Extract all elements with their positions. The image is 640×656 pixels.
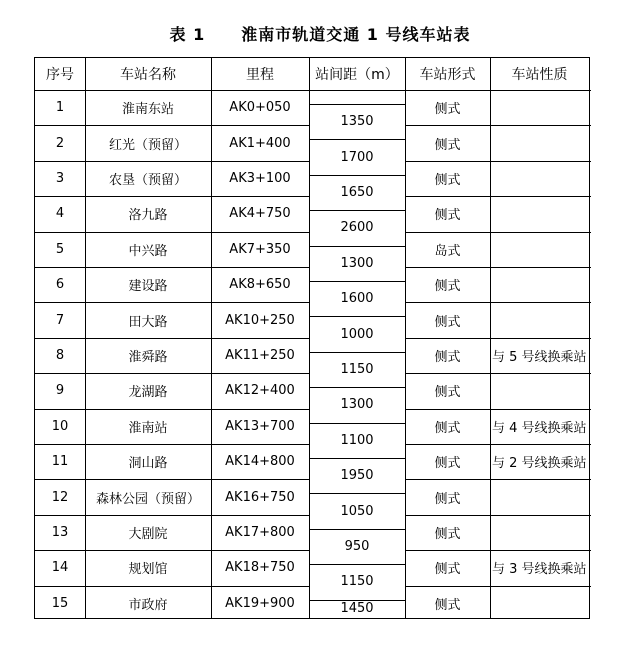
station-mileage: AK18+750 — [225, 560, 295, 576]
station-distance: 1450 — [340, 601, 374, 617]
station-nature — [490, 302, 589, 337]
station-name: 市政府 — [128, 597, 168, 613]
station-nature: 与 3 号线换乘站 — [492, 562, 587, 578]
station-nature — [490, 90, 589, 125]
station-form: 侧式 — [434, 279, 461, 295]
station-form: 侧式 — [434, 208, 461, 224]
station-index: 8 — [55, 347, 65, 363]
station-form: 侧式 — [434, 102, 461, 118]
station-mileage: AK10+250 — [225, 312, 295, 328]
station-form: 侧式 — [434, 314, 461, 330]
station-distance: 1700 — [340, 149, 374, 165]
header-station-form: 车站形式 — [419, 67, 476, 83]
station-form: 侧式 — [434, 349, 461, 365]
station-nature — [490, 479, 589, 514]
station-nature — [490, 196, 589, 231]
station-distance: 1650 — [340, 184, 374, 200]
header-mileage: 里程 — [246, 67, 274, 83]
station-mileage: AK0+050 — [229, 100, 291, 116]
station-index: 4 — [55, 206, 65, 222]
station-name: 淮南站 — [128, 420, 168, 436]
station-name: 龙湖路 — [128, 385, 168, 401]
station-distance: 1100 — [340, 432, 374, 448]
station-form: 侧式 — [434, 597, 461, 613]
header-station-name: 车站名称 — [120, 67, 176, 83]
station-name: 大剧院 — [128, 526, 168, 542]
station-index: 13 — [51, 524, 69, 540]
station-name: 建设路 — [128, 279, 168, 295]
station-form: 岛式 — [434, 243, 461, 259]
header-distance: 站间距（m） — [315, 67, 399, 83]
table-caption: 淮南市轨道交通 1 号线车站表 — [241, 25, 471, 44]
station-name: 淮南东站 — [121, 102, 174, 118]
table-title — [0, 22, 640, 45]
station-mileage: AK4+750 — [229, 206, 291, 222]
station-name: 中兴路 — [128, 243, 168, 259]
station-nature — [490, 586, 589, 621]
station-distance: 1300 — [340, 255, 374, 271]
station-index: 6 — [55, 277, 65, 293]
station-name: 洛九路 — [128, 208, 168, 224]
station-name: 森林公园（预留） — [95, 491, 200, 507]
station-table — [34, 57, 590, 619]
station-distance: 1950 — [340, 468, 374, 484]
station-index: 1 — [55, 100, 65, 116]
station-form: 侧式 — [434, 420, 461, 436]
station-index: 15 — [51, 595, 69, 611]
station-index: 9 — [55, 383, 65, 399]
station-nature — [490, 161, 589, 196]
station-mileage: AK13+700 — [225, 418, 295, 434]
station-name: 农垦（预留） — [108, 172, 187, 188]
station-nature — [490, 267, 589, 302]
station-distance: 1150 — [340, 361, 374, 377]
station-index: 7 — [55, 312, 65, 328]
station-nature: 与 2 号线换乘站 — [492, 456, 587, 472]
station-distance: 1600 — [340, 291, 374, 307]
station-mileage: AK16+750 — [225, 489, 295, 505]
station-form: 侧式 — [434, 526, 461, 542]
station-mileage: AK11+250 — [225, 347, 295, 363]
station-distance: 1000 — [340, 326, 374, 342]
header-station-nature: 车站性质 — [511, 67, 568, 83]
station-nature: 与 4 号线换乘站 — [492, 420, 587, 436]
station-mileage: AK3+100 — [229, 170, 291, 186]
station-form: 侧式 — [434, 491, 461, 507]
station-name: 淮舜路 — [128, 349, 168, 365]
station-nature: 与 5 号线换乘站 — [492, 349, 587, 365]
station-distance: 1050 — [340, 503, 374, 519]
station-index: 14 — [51, 560, 69, 576]
station-mileage: AK19+900 — [225, 595, 295, 611]
station-mileage: AK14+800 — [225, 454, 295, 470]
station-nature — [490, 125, 589, 160]
station-nature — [490, 515, 589, 550]
station-mileage: AK7+350 — [229, 241, 291, 257]
station-index: 5 — [55, 241, 65, 257]
station-index: 11 — [51, 454, 69, 470]
station-mileage: AK1+400 — [229, 135, 291, 151]
station-distance: 1350 — [340, 114, 374, 130]
station-distance: 1300 — [340, 397, 374, 413]
station-distance: 2600 — [340, 220, 374, 236]
station-index: 3 — [55, 170, 65, 186]
station-nature — [490, 373, 589, 408]
station-index: 12 — [51, 489, 69, 505]
station-form: 侧式 — [434, 137, 461, 153]
station-mileage: AK8+650 — [229, 277, 291, 293]
station-distance: 950 — [344, 538, 370, 554]
station-mileage: AK12+400 — [225, 383, 295, 399]
station-name: 田大路 — [128, 314, 168, 330]
station-mileage: AK17+800 — [225, 524, 295, 540]
station-index: 10 — [51, 418, 69, 434]
station-form: 侧式 — [434, 562, 461, 578]
station-name: 红光（预留） — [108, 137, 187, 153]
station-name: 洞山路 — [128, 456, 168, 472]
header-index: 序号 — [46, 67, 74, 83]
station-name: 规划馆 — [128, 562, 168, 578]
station-form: 侧式 — [434, 172, 461, 188]
station-form: 侧式 — [434, 456, 461, 472]
station-index: 2 — [55, 135, 65, 151]
station-form: 侧式 — [434, 385, 461, 401]
station-distance: 1150 — [340, 574, 374, 590]
table-number: 表 1 — [169, 25, 206, 44]
station-nature — [490, 232, 589, 267]
